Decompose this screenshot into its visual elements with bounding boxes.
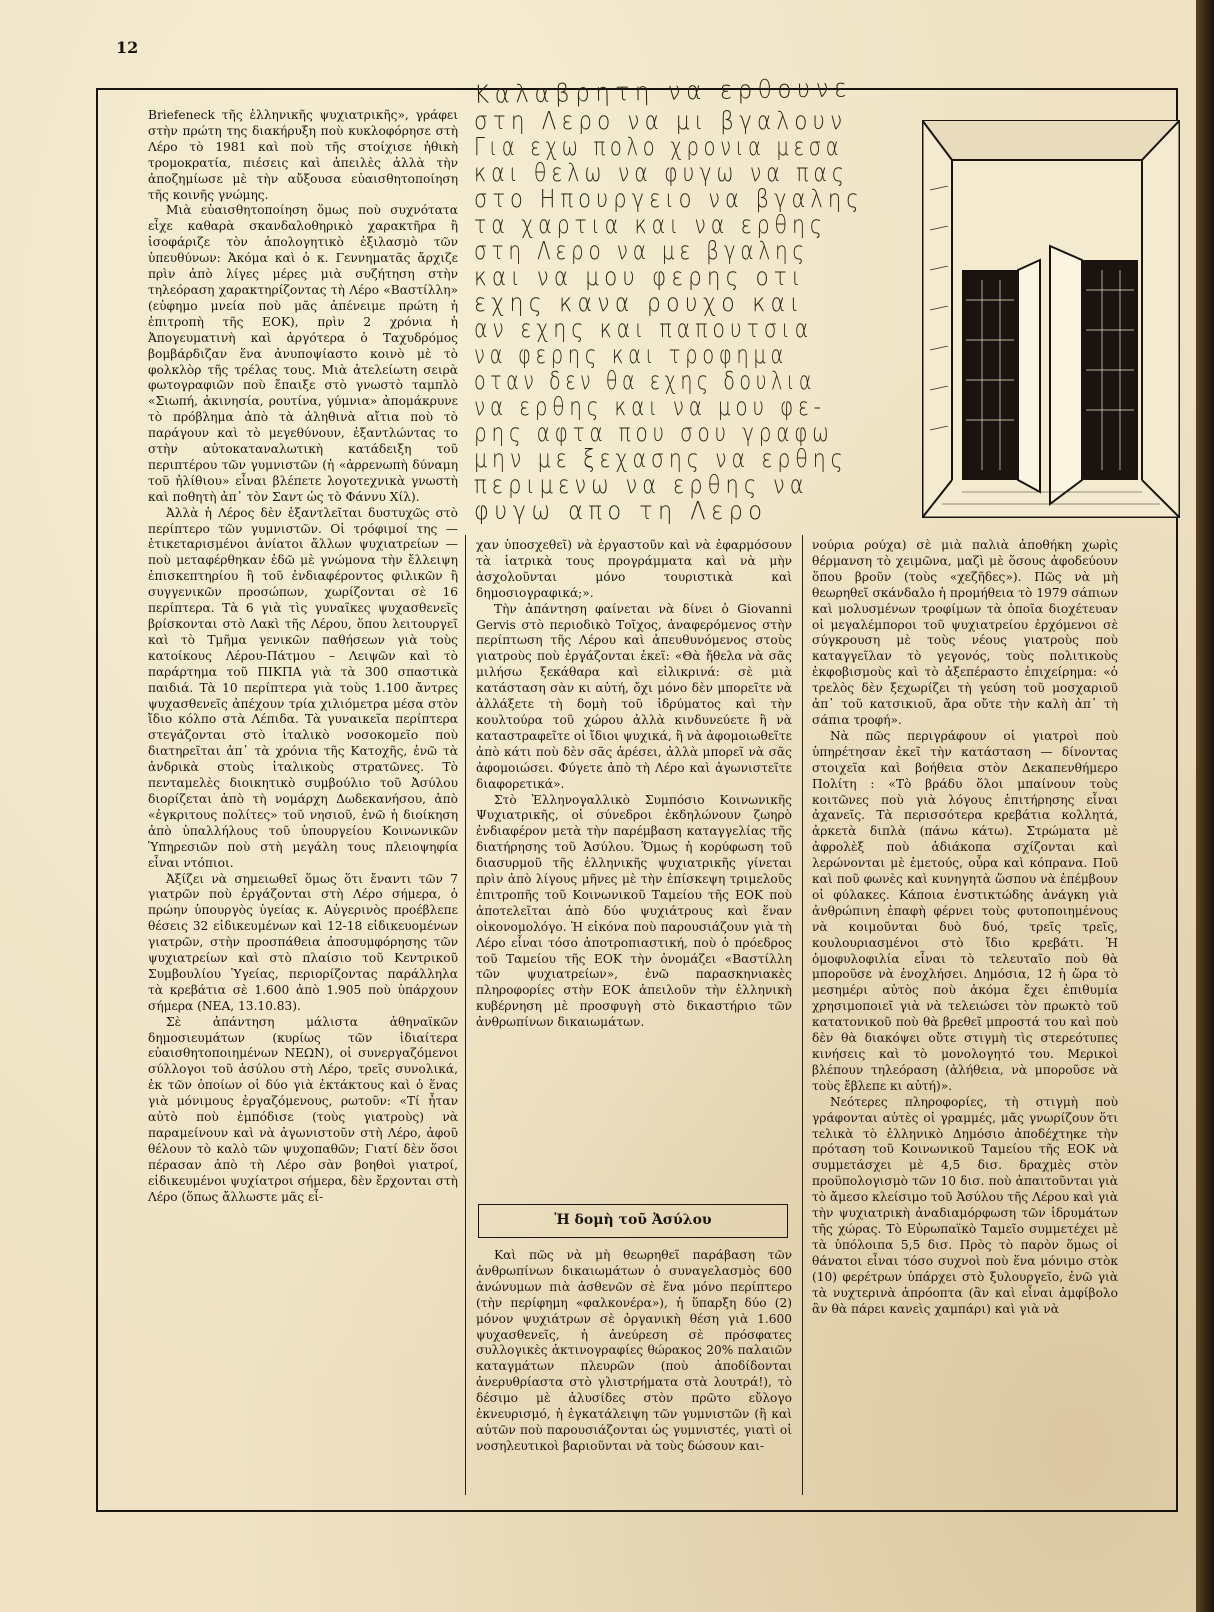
- handwritten-line: οταν δεν θα εχης δουλια: [474, 366, 816, 395]
- handwritten-line: περιμενω να ερθης να: [474, 470, 809, 499]
- handwritten-line: να ερθης και να μου φε-: [474, 392, 826, 421]
- paragraph: Νεότερες πληροφορίες, τὴ στιγμὴ ποὺ γράφονται αὐτὲς οἱ γραμμές, μᾶς γνωρίζουν ὅτι τελικὰ τὸ ἑλληνικὸ Δημόσιο ἀποδέχτηκε τὴν πρόταση τοῦ Κοινωνικοῦ Ταμείου τῆς ΕΟΚ νὰ συμμετάσχει μὲ 4,5 δισ. δραχμὲς στὸν προϋπολογισμὸ τῶν 10 δισ. ποὺ ἀπαιτοῦνται γιὰ τὸ ἄμεσο κλείσιμο τοῦ Ἀσύλου τῆς Λέρου καὶ γιὰ τὴν ψυχιατρικὴ ἀναδιαμόρφωση τῶν ἱδρυμάτων τῆς χώρας. Τὸ Εὐρωπαϊκὸ Ταμεῖο συμμετέχει μὲ τὰ ὑπόλοιπα 5,5 δισ. Πρὸς τὸ παρὸν ὅμως οἱ θάνατοι εἶναι τόσο συχνοὶ ποὺ ἕνα μόνιμο στὸκ (10) φερέτρων ὑπάρχει στὸ ξυλουργεῖο, ἐνῶ γιὰ τὰ νυχτερινὰ ἀπρόοπτα (ἂν καὶ εἶναι ἀμφίβολο ἂν θὰ πάρει κανεὶς χαμπάρι) καὶ γιὰ νὰ: [812, 1094, 1118, 1316]
- paragraph: Τὴν ἀπάντηση φαίνεται νὰ δίνει ὁ Giovanni Gervis στὸ περιοδικὸ Τοῖχος, ἀναφερόμενος στὴν περίπτωση τῆς Λέρου καὶ ἀπευθυνόμενος στοὺς γιατροὺς ποὺ ἐργάζονται ἐκεῖ: «Θὰ ἤθελα νὰ σᾶς μιλήσω ξεκάθαρα καὶ εἰλικρινά: σὲ μιὰ κατάσταση σὰν κι αὐτή, ὄχι μόνο δὲν μπορεῖτε νὰ ἀλλάξετε τὴ δομὴ τοῦ ἱδρύματος καὶ τὴν κουλτούρα τοῦ χώρου ἀλλὰ κινδυνεύετε ἢ νὰ καταστραφεῖτε οἱ ἴδιοι ψυχικά, ἢ νὰ ἀφομοιωθεῖτε ἀπὸ κάτι ποὺ δὲν σᾶς ἀρέσει, ἀλλὰ μπορεῖ νὰ σᾶς ἀφομοιώσει. Φύγετε ἀπὸ τὴ Λέρο καὶ ἀγωνιστεῖτε διαφορετικά».: [476, 601, 792, 791]
- page-number: 12: [116, 38, 139, 57]
- page-spine: [1196, 0, 1214, 1612]
- handwritten-line: στη Λερο να με βγαλης: [474, 236, 809, 265]
- column-rule: [465, 535, 466, 1495]
- handwritten-line: στη Λερο να μι βγαλουν: [474, 106, 848, 135]
- paragraph: Σὲ ἀπάντηση μάλιστα ἀθηναϊκῶν δημοσιευμάτων (κυρίως τῶν ἰδιαίτερα εὐαισθητοποιημένων ΝΕΩΝ), οἱ συνεργαζόμενοι σύλλογοι τοῦ ἀσύλου στὴ Λέρο, τρεῖς συνολικά, ἐκ τῶν ὁποίων οἱ δύο γιὰ ἐκτάκτους καὶ ὁ ἕνας γιὰ μόνιμους ἐργαζόμενους, ρωτοῦν: «Τί ἦταν αὐτὸ ποὺ ἐμπόδισε (τοὺς γιατροὺς) νὰ παραμείνουν καὶ νὰ ἀγωνιστοῦν στὴ Λέρο, ἀφοῦ θέλουν τὸ καλὸ τῶν ψυχοπαθῶν; Γιατί δὲν ὅσοι πέρασαν ἀπὸ τὴ Λέρο σὰν βοηθοὶ γιατροί, εἰδικευμένοι ψυχίατροι σήμερα, δὲν ἔρχονται στὴ Λέρο (ὅπως ἄλλωστε μᾶς εἶ-: [148, 1014, 458, 1204]
- article-column-1: [148, 108, 458, 1206]
- article-column-2-continued: [476, 1248, 792, 1455]
- handwritten-line: Για εχω πολο χρονια μεσα: [474, 132, 844, 161]
- article-column-2: [476, 538, 792, 1031]
- handwritten-line: και να μου φερης οτι: [474, 262, 806, 291]
- handwritten-letter: [473, 73, 914, 530]
- paragraph: Νὰ πῶς περιγράφουν οἱ γιατροὶ ποὺ ὑπηρέτησαν ἐκεῖ τὴν κατάσταση — δίνοντας στοιχεῖα καὶ βοήθεια στὸν Δεκαπενθήμερο Πολίτη : «Τὸ βράδυ ὅλοι μπαίνουν τοὺς κοιτῶνες ποὺ γιὰ λόγους ἐπιτήρησης εἶναι ἀχανεῖς. Τὰ περισσότερα κρεβάτια κολλητά, ἀρκετὰ διπλὰ (πάνω κάτω). Στρώματα μὲ ἀφρολὲξ ποὺ ἀδιάκοπα σχίζονται καὶ λερώνονται μὲ ἐμετούς, οὖρα καὶ κόπρανα. Ποῦ καὶ ποῦ φωνὲς καὶ κυνηγητὰ ὥσπου νὰ ἐπέμβουν οἱ φύλακες. Κάποια ἐνστικτώδης ἀνάγκη γιὰ ἀνθρώπινη ἐπαφὴ φέρνει τοὺς φυτοποιημένους νὰ κοιμοῦνται δυὸ δυό, τρεῖς τρεῖς, κουλουριασμένοι στὸ ἴδιο κρεβάτι. Ἡ ὁμοφυλοφιλία εἶναι τὸ τελευταῖο ποὺ θὰ μποροῦσε νὰ ἐνοχλήσει. Δημόσια, 12 ἡ ὥρα τὸ μεσημέρι αὐτὸς ποὺ ἀκόμα ἔχει ἐπιθυμία χρησιμοποιεῖ γιὰ νὰ τελειώσει τὸν πρωκτὸ τοῦ κατατονικοῦ ποὺ θὰ βρεθεῖ μπροστά του καὶ ποὺ δὲν θὰ διακόψει οὔτε στιγμὴ τὶς στερεότυπες κινήσεις καὶ τὸ μονολογητό του. Μερικοὶ βλέπουν τηλεόραση (ἀλήθεια, νὰ μποροῦσε νὰ τοὺς ἔβλεπε κι αὐτή)».: [812, 728, 1118, 1093]
- paragraph: Στὸ Ἑλληνογαλλικὸ Συμπόσιο Κοινωνικῆς Ψυχιατρικῆς, οἱ σύνεδροι ἐκδηλώνουν ζωηρὸ ἐνδιαφέρον μετὰ τὴν παρέμβαση καταγγελίας τῆς διατήρησης τοῦ Ἀσύλου. Ὅμως ἡ κορύφωση τοῦ διασυρμοῦ τῆς ἑλληνικῆς ψυχιατρικῆς γίνεται πρὶν ἀπὸ λίγους μῆνες μὲ τὴν ἐπίσκεψη τριμελοῦς ἐπιτροπῆς τοῦ Κοινωνικοῦ Ταμείου τῆς ΕΟΚ ποὺ ἀποτελεῖται ἀπὸ δύο ψυχιάτρους καὶ ἕναν οἰκονομολόγο. Ἡ εἰκόνα ποὺ παρουσιάζουν γιὰ τὴ Λέρο εἶναι τόσο ἀποτροπιαστική, ποὺ ὁ πρόεδρος τοῦ Ταμείου τῆς ΕΟΚ τὴν ὀνομάζει «Βαστίλλη τῶν ψυχιατρείων», ἐνῶ παρασκηνιακὲς πληροφορίες στὴν ΕΟΚ ἀπειλοῦν τὴν ἑλληνικὴ κυβέρνηση μὲ προσφυγὴ στὸ δικαστήριο τῶν ἀνθρωπίνων δικαιωμάτων.: [476, 792, 792, 1030]
- handwritten-line: εχης κανα ρουχο και: [474, 288, 805, 317]
- handwritten-line: μην με ξεχασης να ερθης: [474, 444, 848, 473]
- article-column-3: [812, 538, 1118, 1317]
- handwritten-line: ρης αφτα που σου γραφω: [474, 418, 834, 447]
- column-rule: [802, 535, 803, 1495]
- room-door-illustration: [922, 120, 1180, 518]
- handwritten-line: τα χαρτια και να ερθης: [474, 210, 827, 239]
- paragraph: Μιὰ εὐαισθητοποίηση ὅμως ποὺ συχνότατα εἶχε καθαρὰ σκανδαλοθηρικὸ χαρακτῆρα ἢ ἰσοφάριζε τὸν ἀπολογητικὸ ἐξιλασμὸ τῶν ὑπευθύνων: Ἀκόμα καὶ ὁ κ. Γεννηματᾶς ἄρχιζε πρὶν ἀπὸ λίγες μέρες μιὰ συζήτηση στὴν τηλεόραση χαρακτηρίζοντας τὴ Λέρο «Βαστίλλη» (εὐφημο μνεία ποὺ μᾶς ἀπένειμε πρώτη ἡ ἐπιτροπὴ τῆς ΕΟΚ), πρὶν 2 χρόνια ἡ Ἀπογευματινὴ καὶ ἀργότερα ὁ Ταχυδρόμος βομβάρδιζαν ἕνα ἀνυποψίαστο κοινὸ μὲ τὸ φολκλὸρ τῆς τρέλας τους. Μιὰ ἀτελείωτη σειρὰ φωτογραφιῶν ποὺ ἔπαιξε στὸ γνωστὸ ταμπλὸ «Σιωπή, ἀκινησία, ρουτίνα, γύμνια» ἀπομάκρυνε τὸ πρόβλημα ἀπὸ τὰ ἀληθινὰ αἴτια ποὺ τὸ παράγουν καὶ τὸ μεγεθύνουν, ἐξαντλώντας το στὴν αὐτοκαταναλωτικὴ κατάδειξη τοῦ περιπτέρου τῶν γυμνιστῶν (ἡ «ἀρρενωπὴ δύναμη τοῦ ἠλίθιου» εἶναι βλέπετε λογοτεχνικὰ γνωστὴ καὶ ποθητὴ ἀπ᾽ τὸν Σαντ ὡς τὸ Φάννυ Χίλ).: [148, 203, 458, 504]
- handwritten-line: αν εχης και παπουτσια: [474, 314, 814, 343]
- paragraph: Ἀξίζει νὰ σημειωθεῖ ὅμως ὅτι ἔναντι τῶν 7 γιατρῶν ποὺ ἐργάζονται στὴ Λέρο σήμερα, ὁ πρώην ὑπουργὸς ὑγείας κ. Αὐγερινὸς προέβλεπε θέσεις 32 εἰδικευμένων καὶ 12-18 εἰδικευομένων γιατρῶν, στὴν προσπάθεια ἀποσυμφόρησης τῶν ψυχιατρείων καὶ στὸ πλαίσιο τοῦ Κεντρικοῦ Συμβουλίου Ὑγείας, περιορίζοντας παράλληλα τὰ κρεβάτια σὲ 1.600 ἀπὸ 1.905 ποὺ ὑπάρχουν σήμερα (ΝΕΑ, 13.10.83).: [148, 871, 458, 1013]
- handwritten-line: στο Ηπουργειο να βγαλης: [474, 184, 864, 213]
- paragraph: χαν ὑποσχεθεῖ) νὰ ἐργαστοῦν καὶ νὰ ἐφαρμόσουν τὰ ἰατρικὰ τους προγράμματα καὶ νὰ μὴν ἀσχολοῦνται μόνο τουριστικὰ καὶ δημοσιογραφικά;».: [476, 538, 792, 600]
- handwritten-line: να φερης και τροφημα: [474, 340, 789, 369]
- paragraph: Briefeneck τῆς ἑλληνικῆς ψυχιατρικῆς», γράφει στὴν πρώτη της διακήρυξη ποὺ κυκλοφόρησε στὴ Λέρο τὸ 1981 καὶ ποὺ τῆς στοίχισε ἠθικὴ τρομοκρατία, πιέσεις καὶ ἀπειλὲς ἀλλὰ τὴν ἀποζημίωσε μὲ τὴν αὔξουσα εὐαισθητοποίηση τῆς κοινῆς γνώμης.: [148, 108, 458, 202]
- handwritten-line: φυγω απο τη Λερο: [474, 496, 768, 525]
- room-door-drawing: [922, 120, 1180, 518]
- handwritten-line: και θελω να φυγω να πας: [474, 158, 849, 187]
- handwritten-line: Καλαβρητη να ερθουνε: [473, 73, 853, 109]
- paragraph: νούρια ρούχα) σὲ μιὰ παλιὰ ἀποθήκη χωρὶς θέρμανση τὸ χειμῶνα, μαζὶ μὲ ὅσους ἀφοδεύουν ὅπου βροῦν (τοὺς «χεζῆδες»). Πῶς νὰ μὴ θεωρηθεῖ σκάνδαλο ἡ προμήθεια τὸ 1979 σάπιων καὶ μολυσμένων τροφίμων τὰ ὁποῖα διοχέτευαν οἱ μεγαλέμποροι τοῦ ψυχιατρείου ἐρχόμενοι σὲ σύγκρουση μὲ τοὺς νέους γιατροὺς ποὺ καταγγεῖλαν τὸ γεγονός, τοὺς πολιτικοὺς ἐκφοβισμοὺς καὶ τὸ ἀξεπέραστο ἐπιχείρημα: «ὁ τρελὸς δὲν ξεχωρίζει τὴ γεύση τοῦ μοσχαριοῦ ἀπ᾽ τοῦ κατσικιοῦ, ἄρα οὔτε τὴν καλὴ ἀπ᾽ τὴ σάπια τροφή».: [812, 538, 1118, 727]
- paragraph: Ἀλλὰ ἡ Λέρος δὲν ἐξαντλεῖται δυστυχῶς στὸ περίπτερο τῶν γυμνιστῶν. Οἱ τρόφιμοί της — ἐτικεταρισμένοι ἀνίατοι ἄλλων ψυχιατρείων — ποὺ μεταφέρθηκαν ἐδῶ μὲ γνώμονα τὴν ἔλλειψη ἐπισκεπτηρίου ἢ τοῦ ἐνδιαφέροντος φιλικῶν ἢ συγγενικῶν προσώπων, χωρίζονται σὲ 16 περίπτερα. Τὰ 6 γιὰ τὶς γυναῖκες ψυχασθενεῖς βρίσκονται στὸ Λακὶ τῆς Λέρου, ὅπου λειτουργεῖ καὶ τὸ Τμῆμα γενικῶν παθήσεων γιὰ τοὺς κατοίκους Λέρου-Πάτμου – Λειψῶν καὶ τὸ παράρτημα τοῦ ΠΙΚΠΑ γιὰ τὰ 300 σπαστικὰ παιδιά. Τὰ 10 περίπτερα γιὰ τοὺς 1.100 ἄντρες ψυχασθενεῖς ἀπέχουν τρία χιλιόμετρα μέσα στὸν ἴδιο κόλπο στὰ Λέπιδα. Τὰ γυναικεῖα περίπτερα στεγάζονται στὸ ἰταλικὸ νοσοκομεῖο ποὺ διατηρεῖται ἀπ᾽ τὰ χρόνια τῆς Κατοχῆς, ἐνῶ τὰ ἀνδρικὰ στοὺς ἰταλικοὺς στρατῶνες. Τὸ πενταμελὲς διοικητικὸ συμβούλιο τοῦ Ἀσύλου διορίζεται ἀπὸ τὴ νομάρχη Δωδεκανήσου, ἀπὸ «ἐγκριτους πολίτες» τοῦ νησιοῦ, ἐνῶ ἡ διοίκηση ἀπὸ ὑπαλλήλους τοῦ ὑπουργείου Κοινωνικῶν Ὑπηρεσιῶν ποὺ στὴ μεγάλη τους πλειοψηφία εἶναι ντόπιοι.: [148, 505, 458, 870]
- section-heading: Ἡ δομὴ τοῦ Ἀσύλου: [478, 1204, 788, 1238]
- paragraph: Καὶ πῶς νὰ μὴ θεωρηθεῖ παράβαση τῶν ἀνθρωπίνων δικαιωμάτων ὁ συναγελασμὸς 600 ἀνώνυμων πιὰ ἀσθενῶν σὲ ἕνα μόνο περίπτερο (τὴν περίφημη «φαλκονέρα»), ἡ ὕπαρξη δύο (2) μόνον ψυχιάτρων σὲ ὀργανικὴ θέση γιὰ 1.600 ψυχασθενεῖς, ἡ ἀνεύρεση σὲ πρόσφατες συλλογικὲς ἀκτινογραφίες θώρακος 20% παλαιῶν καταγμάτων πλευρῶν (ποὺ ἀποδίδονται ἀνερυθρίαστα στὸ γλιστρήματα στὰ λουτρά!), τὸ δέσιμο μὲ ἁλυσίδες στὸν πρῶτο εὔλογο ἐκνευρισμό, ἡ ἐγκατάλειψη τῶν γυμνιστῶν (ἢ καὶ αὐτῶν ποὺ παρουσιάζονται ὡς γυμνιστές, γιατὶ οἱ νοσηλευτικοὶ βαριοῦνται νὰ τοὺς δώσουν και-: [476, 1248, 792, 1453]
